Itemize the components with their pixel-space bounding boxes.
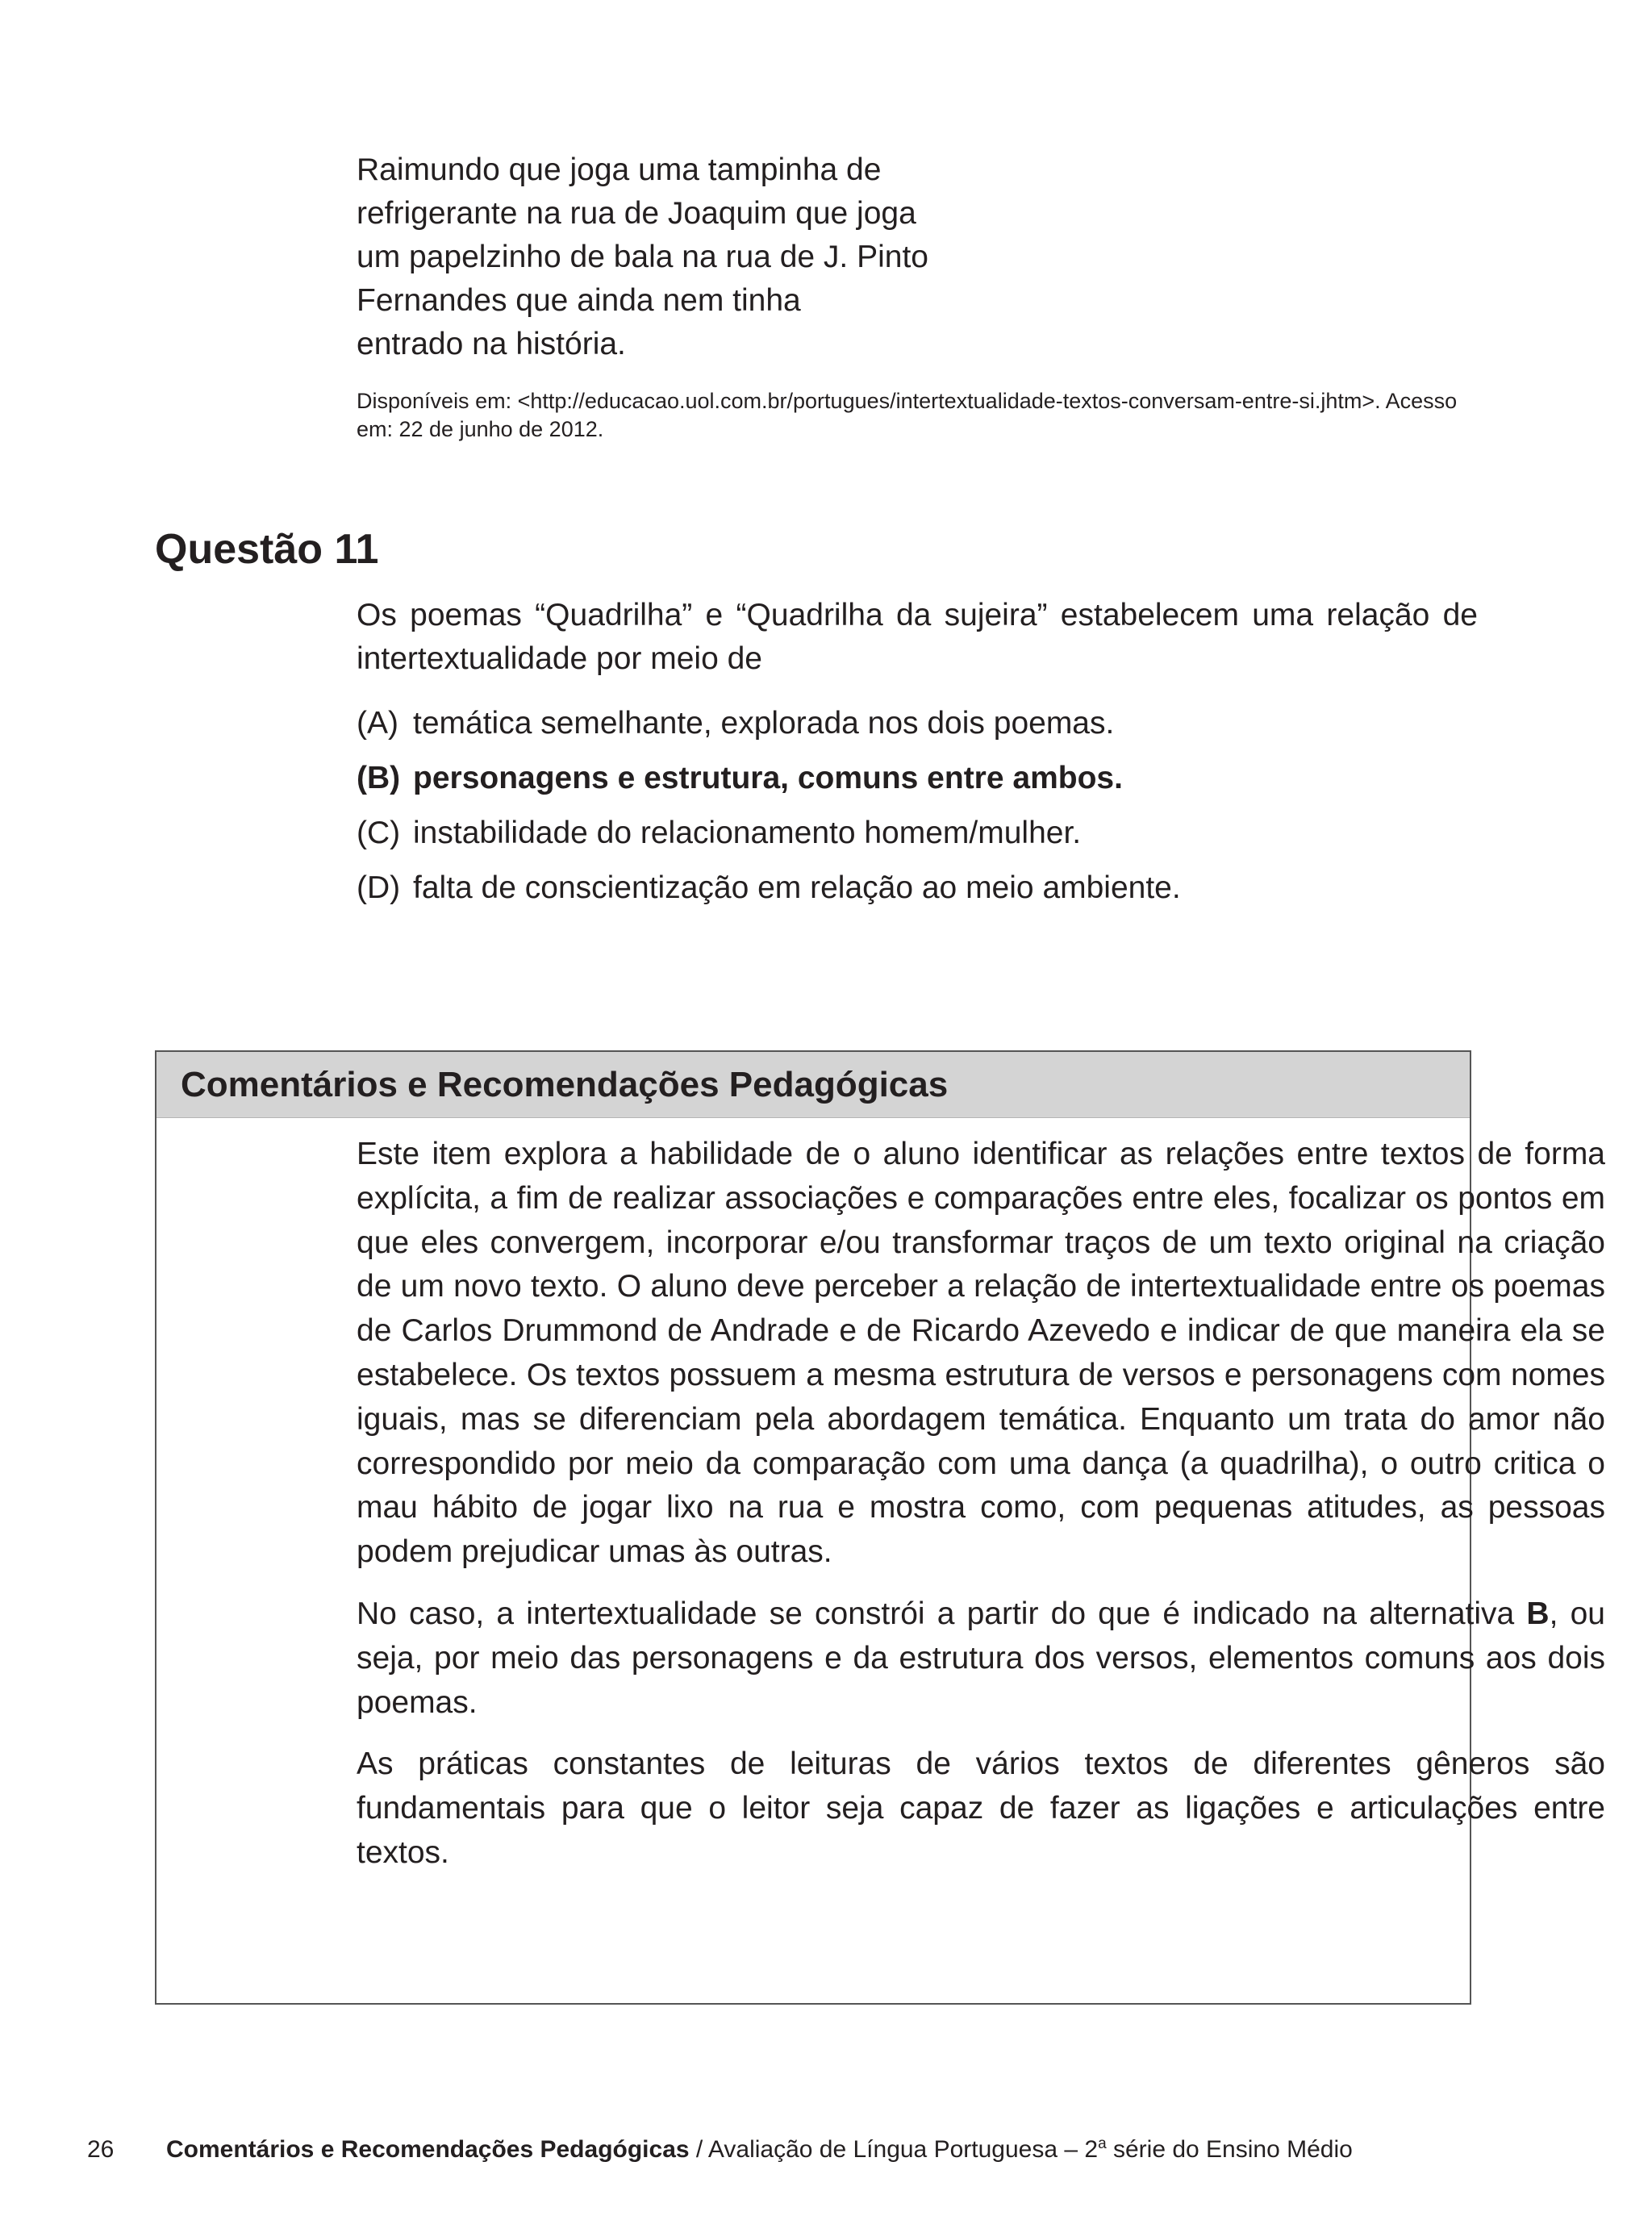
comment-paragraph: As práticas constantes de leituras de vários textos de diferentes gêneros são fundamentais para que o leitor seja capaz de fazer as ligações e articulações entre textos.: [357, 1747, 1605, 1870]
comments-header: Comentários e Recomendações Pedagógicas: [156, 1052, 1470, 1118]
option-a: [357, 702, 1486, 757]
poem-excerpt: [357, 148, 1083, 366]
poem-line: refrigerante na rua de Joaquim que joga: [357, 196, 916, 231]
comment-paragraph: [357, 1592, 1605, 1725]
footer-series-title: Comentários e Recomendações Pedagógicas: [166, 2136, 690, 2163]
option-text: falta de conscientização em relação ao meio ambiente.: [413, 870, 1181, 905]
page-number: 26: [87, 2136, 115, 2163]
option-text: temática semelhante, explorada nos dois poemas.: [413, 706, 1115, 741]
option-letter: (A): [357, 706, 398, 741]
comment-text: , ou seja, por meio das personagens e da estrutura dos versos, elementos comuns aos dois poemas.: [357, 1596, 1605, 1720]
footer-subtitle-end: série do Ensino Médio: [1106, 2136, 1353, 2163]
question-stem: Os poemas “Quadrilha” e “Quadrilha da sujeira” estabelecem uma relação de intertextualidade por meio de: [357, 598, 1478, 676]
option-b-correct: [357, 757, 1486, 812]
option-letter: (D): [357, 870, 401, 905]
option-text: instabilidade do relacionamento homem/mulher.: [413, 816, 1082, 850]
ordinal-mark: a: [1098, 2135, 1107, 2152]
comment-paragraph: Este item explora a habilidade de o aluno identificar as relações entre textos de forma explícita, a fim de realizar associações e comparações entre eles, focalizar os pontos em que eles convergem, incorporar e/ou transformar traços de um texto original na criação de um novo texto. O aluno deve perceber a relação de intertextualidade entre os poemas de Carlos Drummond de Andrade e de Ricardo Azevedo e indicar de que maneira ela se estabelece. Os textos possuem a mesma estrutura de versos e personagens com nomes iguais, mas se diferenciam pela abordagem temática. Enquanto um trata do amor não correspondido por meio da comparação com uma dança (a quadrilha), o outro critica o mau hábito de jogar lixo na rua e mostra como, com pequenas atitudes, as pessoas podem prejudicar umas às outras.: [357, 1137, 1605, 1570]
option-letter: (B): [357, 761, 401, 795]
poem-line: um papelzinho de bala na rua de J. Pinto: [357, 240, 928, 274]
poem-line: entrado na história.: [357, 327, 626, 361]
option-c: [357, 812, 1486, 866]
page-footer: [87, 2128, 1353, 2166]
question-title: Questão 11: [155, 526, 379, 573]
answer-key-letter: B: [1526, 1596, 1550, 1631]
option-letter: (C): [357, 816, 401, 850]
option-text: personagens e estrutura, comuns entre ambos.: [413, 761, 1123, 795]
poem-line: Raimundo que joga uma tampinha de: [357, 152, 882, 187]
comment-text: No caso, a intertextualidade se constrói a partir do que é indicado na alternativa: [357, 1596, 1515, 1631]
answer-options: [357, 702, 1486, 921]
footer-subtitle: / Avaliação de Língua Portuguesa – 2: [689, 2136, 1099, 2163]
option-d: [357, 866, 1486, 921]
comments-box: [155, 1050, 1605, 2005]
source-citation: Disponíveis em: <http://educacao.uol.com.br/portugues/intertextualidade-textos-conversam-entre-si.jhtm>. Acesso em: 22 de junho de 2012.: [357, 389, 1458, 441]
comments-body: [357, 1133, 1605, 1893]
poem-line: Fernandes que ainda nem tinha: [357, 283, 801, 318]
